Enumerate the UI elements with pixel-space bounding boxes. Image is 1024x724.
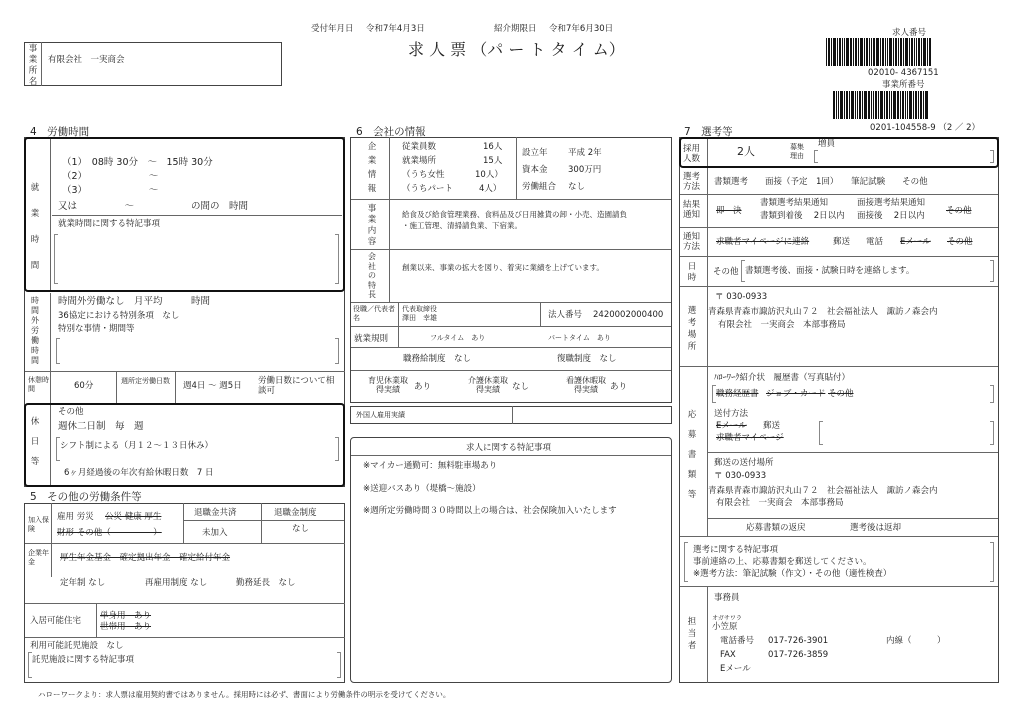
- childcare-leave-value: あり: [414, 382, 432, 392]
- care-leave-label: 看護休暇取得実績: [566, 376, 606, 394]
- corporate-number: 2420002000400: [593, 310, 664, 320]
- special-circumstances: 特別な事情・期間等: [58, 324, 135, 334]
- weekly-days-note: 労働日数について相談可: [258, 376, 335, 396]
- notify-method-label: 通知方法: [683, 232, 701, 252]
- special-note-2: ※送迎バスあり（堤橋～施設）: [363, 484, 481, 494]
- insurance-strike1: 公災 健康 厚生: [105, 512, 162, 522]
- retire-system-value: なし: [292, 524, 310, 534]
- foreign-employment-label: 外国人雇用実績: [356, 411, 405, 419]
- work-hours-special-label: 就業時間に関する特記事項: [58, 219, 161, 229]
- founded-label: 設立年: [522, 148, 548, 158]
- shift-2: （2） ～: [62, 171, 159, 182]
- notice-other: その他: [946, 206, 972, 216]
- holiday-weekly: 週休二日制 毎 週: [58, 421, 144, 432]
- work-extension: 勤務延長 なし: [236, 578, 296, 588]
- date-detail: 書類選考後、面接・試験日時を連絡します。: [745, 266, 915, 276]
- representative-title: 代表取締役: [402, 305, 437, 313]
- housing-single: 単身用 あり: [100, 611, 152, 621]
- return-label: 応募書類の返戻: [746, 523, 806, 533]
- return-value: 選考後は返却: [850, 523, 902, 533]
- capital-value: 300万円: [568, 165, 602, 175]
- date-other: その他: [713, 267, 739, 277]
- special-notes-box: [350, 437, 672, 683]
- break-label: 休憩時間: [28, 376, 49, 393]
- childcare-leave-label: 育児休業取得実績: [368, 376, 408, 394]
- docs-label: 応募書類等: [687, 410, 697, 500]
- place-label: 選考場所: [687, 306, 697, 352]
- employees-value: 16人: [483, 142, 503, 152]
- special-note-1: ※マイカー通勤可：無料駐車場あり: [363, 461, 498, 471]
- notify-other: その他: [947, 237, 973, 247]
- representative-name: 澤田 幸雄: [402, 314, 437, 322]
- reinstate: 復職制度 なし: [557, 354, 617, 364]
- insurance-label: 加入保険: [28, 516, 49, 533]
- phone-number: 017-726-3901: [768, 636, 829, 646]
- union-value: なし: [568, 182, 586, 192]
- fax-number: 017-726-3859: [768, 650, 829, 660]
- employees-label: 従業員数: [402, 142, 437, 152]
- place-address-2: 有限会社 一実商会 本部事務局: [718, 320, 846, 330]
- business-text-2: ・施工管理、清掃請負業、下宿業。: [402, 221, 522, 230]
- housing-family: 世帯用 あり: [100, 622, 152, 632]
- nursing-leave-value: なし: [512, 382, 530, 392]
- holiday-shift: シフト制による（月１２～１３日休み）: [60, 441, 214, 451]
- housing-label: 入居可能住宅: [30, 616, 82, 626]
- docs-intro: ﾊﾛｰﾜｰｸ紹介状 履歴書（写真貼付）: [714, 373, 851, 383]
- method-items: 書類選考 面接（予定 1回） 筆記試験 その他: [714, 177, 928, 187]
- place-address-1: 青森県青森市諏訪沢丸山７２ 社会福祉法人 諏訪ノ森会内: [708, 307, 938, 317]
- workplace-label: 就業場所: [402, 156, 437, 166]
- agreement-36: 36協定における特別条項 なし: [58, 311, 180, 321]
- phone-label: 電話番号: [720, 636, 755, 646]
- pension-label: 企業年金: [28, 549, 49, 566]
- notice-label: 結果通知: [683, 200, 701, 220]
- reason-value: 増員: [818, 139, 836, 149]
- notify-mail: 郵送: [833, 237, 851, 247]
- docs-jobcard: ジョブ・カード: [766, 389, 826, 399]
- rules-label: 就業規則: [354, 334, 389, 344]
- capital-label: 資本金: [522, 165, 548, 175]
- job-number: 02010- 4367151: [868, 68, 939, 78]
- received-date: 令和7年4月3日: [366, 24, 425, 34]
- rules-full: フルタイム あり: [430, 334, 486, 342]
- weekly-days-value: 週4日 ～ 週5日: [183, 381, 242, 391]
- business-label: 事業内容: [367, 204, 377, 247]
- notify-email: Eメール: [900, 237, 931, 247]
- method-label: 選考方法: [683, 172, 701, 192]
- corporate-number-label: 法人番号: [548, 310, 583, 320]
- retire-mutual-label: 退職金共済: [194, 508, 237, 518]
- part-value: 4人）: [479, 184, 502, 194]
- docs-other: その他: [828, 389, 854, 399]
- holiday-other: その他: [58, 407, 84, 417]
- shift-1: （1） 08時 30分 ～ 15時 30分: [62, 157, 213, 168]
- childcare-note-label: 託児施設に関する特記事項: [32, 655, 135, 665]
- reason-label: 募集理由: [790, 143, 804, 160]
- dest-label: 郵送の送付場所: [714, 458, 774, 468]
- contact-name: 小笠原: [712, 622, 738, 632]
- women-label: （うち女性: [402, 170, 445, 180]
- contact-label: 担当者: [687, 617, 697, 651]
- representative-label: 役職／代表者名: [353, 305, 395, 322]
- features-text: 創業以来、事業の拡大を図り、着実に業績を上げています。: [402, 263, 604, 272]
- notice-interview-when: 面接後 2日以内: [857, 211, 925, 221]
- office-label: 事業所名: [28, 44, 38, 87]
- hire-count-box: [679, 137, 999, 168]
- send-label: 送付方法: [714, 409, 749, 419]
- selection-note-1: 事前連絡の上、応募書類を郵送してください。: [693, 557, 872, 567]
- office-number-barcode: [833, 91, 929, 119]
- hire-count-value: 2人: [737, 145, 755, 158]
- business-text-1: 給食及び給食管理業務、食料品及び日用雑貨の卸・小売、造園請負: [402, 210, 627, 219]
- insurance-strike2: 財形 その他（ ）: [57, 528, 162, 538]
- office-name: 有限会社 一実商会: [48, 55, 125, 65]
- retire-system-label: 退職金制度: [274, 508, 317, 518]
- email-label: Eメール: [720, 664, 751, 674]
- date-label: 日時: [687, 262, 697, 283]
- women-value: 10人）: [475, 170, 503, 180]
- overtime-line: 時間外労働なし 月平均 時間: [58, 296, 211, 307]
- notify-phone: 電話: [866, 237, 884, 247]
- uniform-pay: 職務給制度 なし: [403, 354, 472, 364]
- job-number-barcode: [826, 38, 932, 66]
- workplace-value: 15人: [483, 156, 503, 166]
- dest-address-1: 青森県青森市諏訪沢丸山７２ 社会福祉法人 諏訪ノ森会内: [708, 486, 938, 496]
- retire-mutual-value: 未加入: [202, 528, 228, 538]
- place-zip: 〒 030-0933: [715, 292, 768, 302]
- section-7-title: 7 選考等: [684, 126, 733, 138]
- founded-value: 平成 2年: [568, 148, 602, 158]
- contact-kana: オガサワラ: [712, 615, 742, 622]
- dest-address-2: 有限会社 一実商会 本部事務局: [716, 498, 844, 508]
- job-number-label: 求人番号: [892, 28, 927, 38]
- work-hours-label: 就業時間: [30, 183, 40, 271]
- selection-note-title: 選考に関する特記事項: [693, 545, 779, 555]
- notice-doc-when: 書類到着後 2日以内: [760, 211, 845, 221]
- company-label: 企業情報: [367, 142, 377, 194]
- or-hours-line: 又は ～ の間の 時間: [58, 201, 249, 212]
- office-number-label: 事業所番号: [882, 80, 925, 90]
- docs-career: 職務経歴書: [716, 389, 759, 399]
- deadline-label: 紹介期限日: [494, 24, 537, 34]
- overtime-label: 時間外労働時間: [31, 296, 39, 365]
- paid-leave: 6ヶ月経過後の年次有給休暇日数 7 日: [64, 468, 214, 478]
- features-label: 会社の特長: [368, 252, 376, 299]
- send-email: Eメール: [716, 421, 747, 431]
- notice-interview: 面接選考結果通知: [857, 198, 926, 208]
- special-notes-title: 求人に関する特記事項: [466, 443, 552, 453]
- union-label: 労働組合: [522, 182, 557, 192]
- section-6-title: 6 会社の情報: [356, 126, 426, 138]
- deadline-date: 令和7年6月30日: [549, 24, 614, 34]
- office-number: 0201-104558-9 （2 ／ 2）: [870, 123, 981, 133]
- footer-note: ハローワークより：求人票は雇用契約書ではありません。採用時には必ず、書面により労働条件の明示を受けてください。: [38, 690, 451, 699]
- shift-3: （3） ～: [62, 185, 159, 196]
- extension-label: 内線（ ）: [886, 636, 946, 646]
- weekly-days-label: 週所定労働日数: [121, 377, 170, 385]
- selection-note-2: ※選考方法：筆記試験（作文）・その他（適性検査）: [693, 569, 892, 579]
- insurance-line1: 雇用 労災: [57, 512, 94, 522]
- rehire-system: 再雇用制度 なし: [145, 578, 208, 588]
- holidays-label: 休日等: [30, 417, 40, 467]
- section-4-title: 4 労働時間: [30, 126, 90, 138]
- notice-doc: 書類選考結果通知: [760, 198, 829, 208]
- page-title: 求 人 票 （パ ー ト タ イ ム）: [408, 40, 625, 59]
- break-value: 60分: [74, 381, 94, 391]
- retire-age: 定年制 なし: [60, 578, 106, 588]
- notify-mypage: 求職者マイページに連絡: [716, 237, 810, 247]
- contact-dept: 事務員: [714, 593, 740, 603]
- childcare-facility: 利用可能託児施設 なし: [30, 641, 124, 651]
- fax-label: FAX: [720, 650, 736, 660]
- nursing-leave-label: 介護休業取得実績: [468, 376, 508, 394]
- dest-zip: 〒 030-0933: [714, 471, 767, 481]
- notice-immediate: 即 決: [716, 206, 742, 216]
- care-leave-value: あり: [610, 382, 628, 392]
- pension-items: 厚生年金基金 確定拠出年金 確定給付年金: [60, 553, 231, 563]
- hire-count-label: 採用人数: [683, 144, 701, 164]
- section-5-title: 5 その他の労働条件等: [30, 491, 142, 503]
- send-mail: 郵送: [763, 421, 781, 431]
- received-label: 受付年月日: [311, 24, 354, 34]
- send-mypage: 求職者マイページ: [716, 433, 784, 443]
- part-label: （うちパート: [402, 184, 454, 194]
- rules-part: パートタイム あり: [548, 334, 611, 342]
- special-note-3: ※週所定労働時間３０時間以上の場合は、社会保険加入いたします: [363, 506, 617, 516]
